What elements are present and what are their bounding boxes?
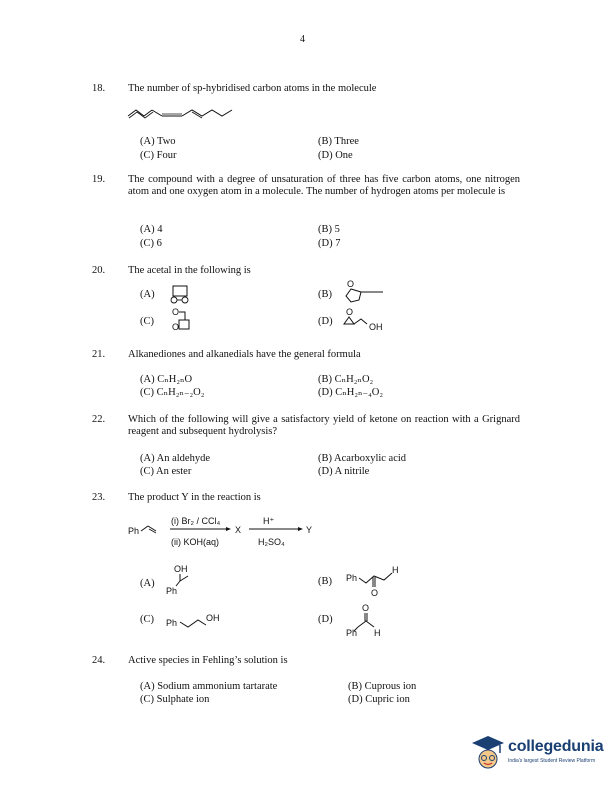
page-number: 4 xyxy=(300,34,305,45)
option-c: (C) An ester xyxy=(140,466,192,477)
question-number: 19. xyxy=(92,174,106,185)
option-b: (B) xyxy=(318,576,332,587)
option-a: (A) xyxy=(140,289,155,300)
ring-oxygen-label: O xyxy=(172,307,180,317)
intermediate-label: X xyxy=(235,525,242,535)
product-label: Y xyxy=(306,525,313,535)
question-text: Alkanediones and alkanedials have the general formula xyxy=(128,349,361,360)
q20-d-structure xyxy=(341,306,391,336)
q23-reaction-scheme xyxy=(128,512,328,552)
option-d: (D) xyxy=(318,614,333,625)
reagent-label: (i) Br₂ / CCl₄ xyxy=(171,516,221,526)
option-c: (C) Sulphate ion xyxy=(140,694,210,705)
hydroxyl-label: OH xyxy=(206,613,220,623)
option-b: (B) CₙH₂ₙO₂ xyxy=(318,374,374,385)
reagent-label: (ii) KOH(aq) xyxy=(171,537,220,547)
q20-b-structure xyxy=(343,278,393,308)
question-number: 22. xyxy=(92,414,106,425)
q23-a-structure xyxy=(164,562,214,598)
option-c: (C) xyxy=(140,614,154,625)
option-d: (D) CₙH₂ₙ₋₄O₂ xyxy=(318,387,383,398)
question-number: 20. xyxy=(92,265,106,276)
question-text: The product Y in the reaction is xyxy=(128,492,261,503)
option-a: (A) An aldehyde xyxy=(140,453,210,464)
option-c: (C) 6 xyxy=(140,238,162,249)
option-b: (B) Acarboxylic acid xyxy=(318,453,407,464)
question-number: 21. xyxy=(92,349,106,360)
option-a: (A) xyxy=(140,578,155,589)
phenyl-label: Ph xyxy=(346,628,358,638)
option-d: (D) xyxy=(318,316,333,327)
option-c: (C) xyxy=(140,316,154,327)
collegedunia-logo-icon xyxy=(470,732,506,772)
option-a: (A) Sodium ammonium tartarate xyxy=(140,681,278,692)
phenyl-label: Ph xyxy=(346,573,358,583)
ring-oxygen-label: O xyxy=(346,307,354,317)
question-text: The number of sp-hybridised carbon atoms in the molecule xyxy=(128,83,377,94)
q23-d-structure xyxy=(344,600,394,640)
question-text: The acetal in the following is xyxy=(128,265,251,276)
option-c: (C) CₙH₂ₙ₋₂O₂ xyxy=(140,387,205,398)
carbonyl-oxygen-label: O xyxy=(362,603,370,613)
question-number: 24. xyxy=(92,655,106,666)
hydroxyl-label: OH xyxy=(369,322,383,332)
hydrogen-label: H xyxy=(374,628,381,638)
option-b: (B) Three xyxy=(318,136,359,147)
phenyl-label: Ph xyxy=(166,618,178,628)
ring-oxygen-label: O xyxy=(347,279,355,289)
option-d: (D) Cupric ion xyxy=(348,694,410,705)
question-text: Which of the following will give a satisfactory yield of ketone on reaction with a Grignard reagent and subsequent hydrolysis? xyxy=(128,414,520,437)
reagent-label: H₂SO₄ xyxy=(258,537,285,547)
option-d: (D) 7 xyxy=(318,238,341,249)
option-a: (A) 4 xyxy=(140,224,163,235)
question-text: Active species in Fehling’s solution is xyxy=(128,655,288,666)
q23-b-structure xyxy=(344,563,404,599)
question-text: The compound with a degree of unsaturation of three has five carbon atoms, one nitrogen atom and one oxygen atom in a molecule. The number of hydrogen atoms per molecule is xyxy=(128,174,520,197)
question-number: 23. xyxy=(92,492,106,503)
q18-molecule-structure xyxy=(128,103,238,123)
hydrogen-label: H xyxy=(392,565,399,575)
option-a: (A) CₙH₂ₙO xyxy=(140,374,193,385)
phenyl-label: Ph xyxy=(128,526,140,536)
hydroxyl-label: OH xyxy=(174,564,188,574)
question-number: 18. xyxy=(92,83,106,94)
option-d: (D) A nitrile xyxy=(318,466,370,477)
option-a: (A) Two xyxy=(140,136,176,147)
option-b: (B) xyxy=(318,289,332,300)
brand-tagline: India's largest Student Review Platform xyxy=(508,758,596,764)
ring-oxygen-label: O xyxy=(172,322,180,332)
option-b: (B) 5 xyxy=(318,224,340,235)
option-c: (C) Four xyxy=(140,150,177,161)
q20-a-structure xyxy=(170,283,194,307)
q20-c-structure xyxy=(170,306,200,332)
reagent-label: H⁺ xyxy=(263,516,275,526)
option-b: (B) Cuprous ion xyxy=(348,681,417,692)
q23-c-structure xyxy=(166,606,236,632)
brand-name: collegedunia xyxy=(508,738,604,755)
phenyl-label: Ph xyxy=(166,586,178,596)
carbonyl-oxygen-label: O xyxy=(371,588,379,598)
option-d: (D) One xyxy=(318,150,353,161)
